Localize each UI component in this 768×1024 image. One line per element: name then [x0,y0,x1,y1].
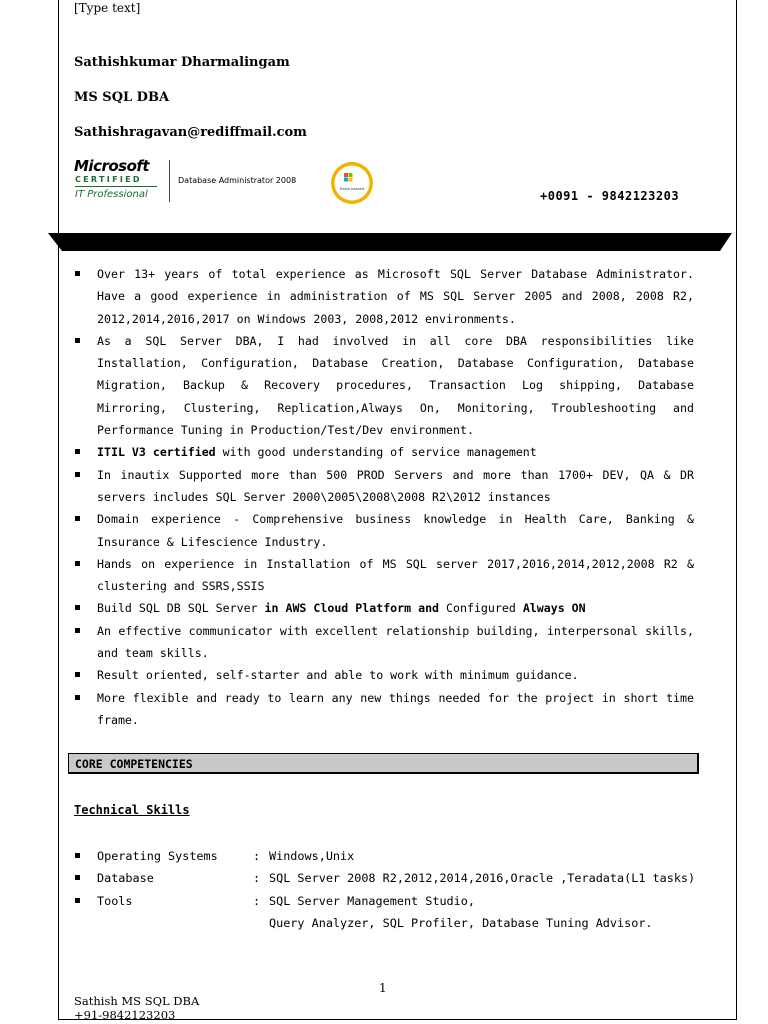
core-competencies-heading: CORE COMPETENCIES [75,757,193,771]
skill-label: Operating Systems [97,849,218,863]
summary-item-bold-text: Always ON [522,601,586,616]
skill-value: SQL Server Management Studio, [269,893,475,908]
summary-item-text: Result oriented, self-starter and able to work with minimum guidance. [97,668,579,683]
footer-phone: +91-9842123203 [74,1008,176,1022]
summary-item-bold-text: in AWS Cloud Platform and [264,601,440,616]
candidate-phone: +0091 - 9842123203 [540,189,680,203]
skill-value-continuation: Query Analyzer, SQL Profiler, Database Tuning Advisor. [269,915,653,930]
bullet-icon [75,875,80,880]
skill-separator: : [253,849,261,863]
summary-item [74,553,694,598]
skill-row-operating-systems [74,845,714,867]
summary-item-text: Hands on experience in Installation of MS SQL server 2017,2016,2014,2012,2008 R2 & clustering and SSRS,SSIS [97,556,694,594]
candidate-email[interactable]: Sathishragavan@rediffmail.com [74,125,307,140]
summary-item-text: An effective communicator with excellent relationship building, interpersonal skills, and team skills. [97,623,694,661]
summary-item-text: As a SQL Server DBA, I had involved in all core DBA responsibilities like Installation, Configuration, Database Creation, Database Configuration, Database Migration, Backup & Recovery procedures, Transaction Log shipping, Database Mirroring, Clustering, Replication,Always On, Monitoring, Troubleshooting and Performance Tuning in Production/Test/Dev environment. [97,333,694,438]
summary-item [74,508,694,553]
skill-separator: : [253,893,261,908]
skill-row-tools [74,890,714,912]
summary-item [74,620,694,665]
summary-item-text: More flexible and ready to learn any new things needed for the project in short time frame. [97,690,694,727]
exam-passed-badge-icon [330,161,374,205]
it-professional-wordmark: IT Professional [75,189,148,200]
summary-item [74,597,694,619]
badge-text: Exam passed [340,187,364,191]
core-competencies-bar [68,753,699,774]
header-placeholder-text: [Type text] [74,1,141,15]
bullet-icon [75,853,80,858]
summary-item [74,441,694,463]
candidate-role: MS SQL DBA [74,90,170,105]
candidate-name: Sathishkumar Dharmalingam [74,55,290,70]
page-number: 1 [379,981,387,995]
skill-label: Database [97,871,154,886]
skill-value: Windows,Unix [269,849,355,863]
skill-label: Tools [97,893,133,908]
bullet-icon [75,898,80,903]
summary-item-text: Domain experience - Comprehensive business knowledge in Health Care, Banking & Insurance & Lifescience Industry. [97,512,694,549]
summary-item [74,464,694,509]
summary-item-text: In inautix Supported more than 500 PROD Servers and more than 1700+ DEV, QA & DR servers includes SQL Server 2000\2005\2008\2008 R2\2012 instances [97,467,694,504]
summary-item-text: Configured [439,601,523,616]
skill-row-tools-continuation [74,912,714,934]
certification-title: Database Administrator 2008 [178,176,297,185]
technical-skills-heading: Technical Skills [74,803,190,817]
logo-divider [169,160,170,202]
section-divider-banner [48,233,732,251]
skill-row-database [74,867,714,889]
summary-item-text: Build SQL DB SQL Server [97,601,265,616]
summary-item [74,664,694,686]
skill-separator: : [253,871,261,886]
summary-item [74,687,694,732]
summary-item-bold-text: ITIL V3 certified [97,445,216,460]
professional-summary-list [74,263,694,731]
summary-item-text: Over 13+ years of total experience as Microsoft SQL Server Database Administrator. Have a good experience in administration of MS SQL Server 2005 and 2008, 2008 R2, 2012,2014,2016,2017 on Windows 2003, 2008,2012 environments. [97,267,694,326]
microsoft-wordmark: Microsoft [74,157,150,175]
summary-item [74,330,694,441]
microsoft-certified-logo [74,157,174,205]
badge-inner-disc [335,166,370,201]
logo-rule [75,186,157,187]
skill-value: SQL Server 2008 R2,2012,2014,2016,Oracle ,Teradata(L1 tasks) [269,871,696,886]
summary-item [74,263,694,330]
certified-wordmark: CERTIFIED [75,175,142,184]
footer-name: Sathish MS SQL DBA [74,994,200,1008]
technical-skills-list [74,845,714,934]
summary-item-text: with good understanding of service management [215,445,537,460]
